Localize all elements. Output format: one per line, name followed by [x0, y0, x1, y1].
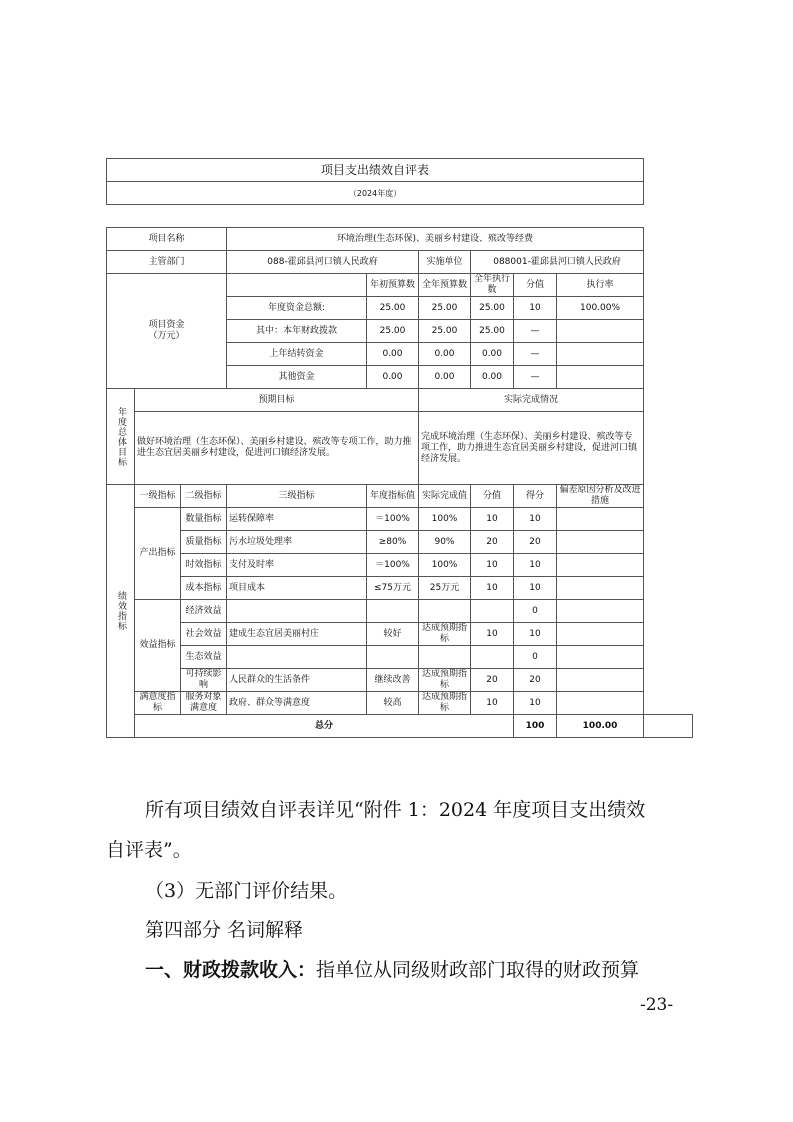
- total-score: 100: [514, 715, 557, 738]
- score-cell: 20: [471, 669, 514, 692]
- l2-cell: 经济效益: [181, 600, 227, 623]
- total-row: [107, 715, 693, 738]
- fund-cell: —: [514, 366, 557, 389]
- fund-cell: [557, 343, 644, 366]
- actual-cell: [419, 646, 471, 669]
- dept-value: 088-霍邱县河口镇人民政府: [227, 251, 419, 274]
- indicator-header: 年度指标值: [367, 485, 419, 508]
- total-label: 总分: [135, 715, 514, 738]
- l2-cell: 服务对象满意度: [181, 692, 227, 715]
- actual-cell: 达成预期指标: [419, 692, 471, 715]
- fund-cell: —: [514, 320, 557, 343]
- fund-row-label: 其他资金: [227, 366, 367, 389]
- deviation-cell: [557, 623, 644, 646]
- l2-cell: 社会效益: [181, 623, 227, 646]
- target-cell: [367, 646, 419, 669]
- deviation-cell: [557, 531, 644, 554]
- benefit-label: 效益指标: [135, 600, 181, 692]
- score-cell: 10: [471, 554, 514, 577]
- got-cell: 20: [514, 669, 557, 692]
- l2-cell: 数量指标: [181, 508, 227, 531]
- para1-line2: 自评表”。: [106, 839, 192, 861]
- indicator-label-text: 绩效指标: [116, 591, 126, 631]
- target-cell: [367, 600, 419, 623]
- l2-cell: 生态效益: [181, 646, 227, 669]
- l3-cell: 政府、群众等满意度: [227, 692, 367, 715]
- impl-value: 088001-霍邱县河口镇人民政府: [471, 251, 644, 274]
- fund-cell: 25.00: [367, 297, 419, 320]
- deviation-cell: [557, 646, 644, 669]
- got-cell: 10: [514, 623, 557, 646]
- l3-cell: [227, 646, 367, 669]
- deviation-cell: [557, 508, 644, 531]
- fund-header: 全年执行数: [471, 274, 514, 297]
- score-cell: [471, 600, 514, 623]
- l3-cell: 支付及时率: [227, 554, 367, 577]
- benefit-row: [107, 623, 693, 646]
- indicator-label: [107, 485, 135, 738]
- score-cell: 10: [471, 577, 514, 600]
- actual-cell: 100%: [419, 508, 471, 531]
- indicator-header: 实际完成值: [419, 485, 471, 508]
- score-cell: 10: [471, 623, 514, 646]
- indicator-header: 二级指标: [181, 485, 227, 508]
- performance-self-evaluation-table: [106, 158, 693, 738]
- total-deviation: [644, 715, 693, 738]
- fund-cell: 25.00: [419, 297, 471, 320]
- l2-cell: 时效指标: [181, 554, 227, 577]
- expected-goal-text: 做好环境治理（生态环保）、美丽乡村建设、殡改等专项工作，助力推进生态宜居美丽乡村建设，促进河口镇经济发展。: [135, 412, 419, 485]
- actual-cell: 达成预期指标: [419, 623, 471, 646]
- dept-label: 主管部门: [107, 251, 227, 274]
- score-cell: [471, 646, 514, 669]
- fund-cell: 100.00%: [557, 297, 644, 320]
- fund-cell: 0.00: [471, 366, 514, 389]
- table-year: （2024年度）: [107, 182, 644, 205]
- fund-cell: 0.00: [471, 343, 514, 366]
- satisfaction-label: 满意度指标: [135, 692, 181, 715]
- indicator-header: 一级指标: [135, 485, 181, 508]
- got-cell: 10: [514, 508, 557, 531]
- indicator-header: 三级指标: [227, 485, 367, 508]
- actual-cell: [419, 600, 471, 623]
- fund-cell: [557, 320, 644, 343]
- expected-goal-header: 预期目标: [135, 389, 419, 412]
- got-cell: 10: [514, 554, 557, 577]
- fund-cell: 0.00: [419, 366, 471, 389]
- target-cell: ＝100%: [367, 554, 419, 577]
- score-cell: 10: [471, 692, 514, 715]
- actual-completion-text: 完成环境治理（生态环保）、美丽乡村建设、殡改等专项工作，助力推进生态宜居美丽乡村建设，促进河口镇经济发展。: [419, 412, 644, 485]
- output-row: [107, 577, 693, 600]
- got-cell: 0: [514, 646, 557, 669]
- table-title: 项目支出绩效自评表: [107, 159, 644, 182]
- project-name-label: 项目名称: [107, 228, 227, 251]
- fund-header: 年初预算数: [367, 274, 419, 297]
- total-got: 100.00: [557, 715, 644, 738]
- impl-label: 实施单位: [419, 251, 471, 274]
- indicator-header: 分值: [471, 485, 514, 508]
- term-paragraph: [145, 955, 639, 982]
- term-text: 指单位从同级财政部门取得的财政预算: [316, 959, 640, 981]
- fund-row-label: 其中：本年财政拨款: [227, 320, 367, 343]
- annual-goal-label: [107, 389, 135, 485]
- deviation-cell: [557, 600, 644, 623]
- target-cell: 较好: [367, 623, 419, 646]
- output-label: 产出指标: [135, 508, 181, 600]
- output-row: [107, 554, 693, 577]
- fund-cell: 25.00: [367, 320, 419, 343]
- l3-cell: 人民群众的生活条件: [227, 669, 367, 692]
- benefit-row: [107, 646, 693, 669]
- target-cell: ≥80%: [367, 531, 419, 554]
- target-cell: ＝100%: [367, 508, 419, 531]
- fund-header: 全年预算数: [419, 274, 471, 297]
- actual-cell: 25万元: [419, 577, 471, 600]
- para1-line1: 所有项目绩效自评表详见“附件 1：2024 年度项目支出绩效: [145, 799, 646, 821]
- performance-table-wrapper: [106, 158, 693, 738]
- fund-cell: —: [514, 343, 557, 366]
- got-cell: 10: [514, 692, 557, 715]
- got-cell: 0: [514, 600, 557, 623]
- fund-cell: [557, 366, 644, 389]
- term-title: 一、财政拨款收入：: [145, 959, 317, 981]
- actual-cell: 90%: [419, 531, 471, 554]
- l3-cell: 建成生态宜居美丽村庄: [227, 623, 367, 646]
- benefit-row: [107, 669, 693, 692]
- target-cell: 较高: [367, 692, 419, 715]
- fund-cell: 10: [514, 297, 557, 320]
- fund-header: 执行率: [557, 274, 644, 297]
- output-row: [107, 531, 693, 554]
- actual-cell: 100%: [419, 554, 471, 577]
- project-name-value: 环境治理(生态环保)、美丽乡村建设、殡改等经费: [227, 228, 644, 251]
- page-number: -23-: [640, 995, 674, 1015]
- target-cell: 继续改善: [367, 669, 419, 692]
- fund-cell: 0.00: [367, 343, 419, 366]
- indicator-header: 得分: [514, 485, 557, 508]
- annual-goal-label-text: 年度总体目标: [116, 406, 126, 467]
- actual-cell: 达成预期指标: [419, 669, 471, 692]
- l3-cell: 运转保障率: [227, 508, 367, 531]
- fund-cell: 25.00: [419, 320, 471, 343]
- score-cell: 20: [471, 531, 514, 554]
- deviation-cell: [557, 554, 644, 577]
- section-heading: 第四部分 名词解释: [145, 919, 304, 941]
- fund-cell: 25.00: [471, 297, 514, 320]
- funds-header-blank: [227, 274, 367, 297]
- deviation-cell: [557, 692, 644, 715]
- actual-completion-header: 实际完成情况: [419, 389, 644, 412]
- para2: （3）无部门评价结果。: [145, 880, 348, 902]
- got-cell: 10: [514, 577, 557, 600]
- benefit-row: [107, 600, 693, 623]
- fund-header: 分值: [514, 274, 557, 297]
- got-cell: 20: [514, 531, 557, 554]
- fund-row-label: 上年结转资金: [227, 343, 367, 366]
- l2-cell: 成本指标: [181, 577, 227, 600]
- fund-cell: 0.00: [367, 366, 419, 389]
- l3-cell: 污水垃圾处理率: [227, 531, 367, 554]
- satisfaction-row: [107, 692, 693, 715]
- funds-label: 项目资金 （万元）: [107, 274, 227, 389]
- target-cell: ≤75万元: [367, 577, 419, 600]
- score-cell: 10: [471, 508, 514, 531]
- l3-cell: 项目成本: [227, 577, 367, 600]
- indicator-header: 偏差原因分析及改进措施: [557, 485, 644, 508]
- deviation-cell: [557, 577, 644, 600]
- output-row: [107, 508, 693, 531]
- l3-cell: [227, 600, 367, 623]
- deviation-cell: [557, 669, 644, 692]
- fund-cell: 0.00: [419, 343, 471, 366]
- fund-cell: 25.00: [471, 320, 514, 343]
- l2-cell: 可持续影响: [181, 669, 227, 692]
- l2-cell: 质量指标: [181, 531, 227, 554]
- fund-row-label: 年度资金总额:: [227, 297, 367, 320]
